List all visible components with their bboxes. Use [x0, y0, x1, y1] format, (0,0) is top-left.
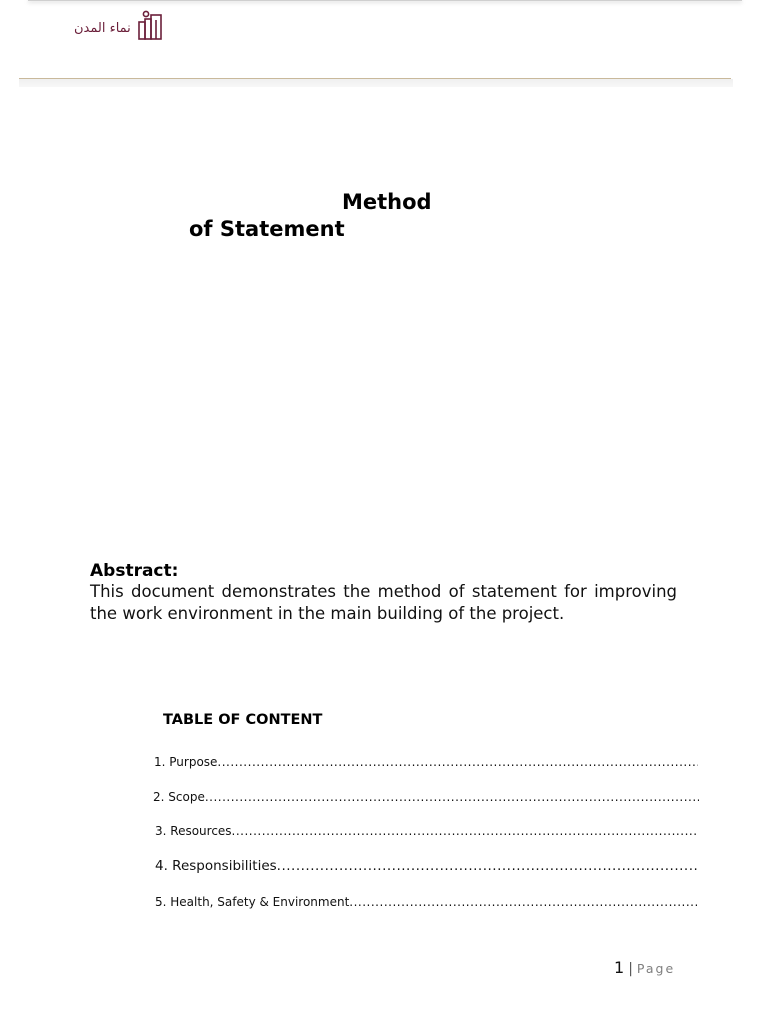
toc-leader-dots: [277, 858, 697, 874]
toc-item-label: 1. Purpose: [154, 755, 218, 769]
page-footer: [614, 958, 675, 977]
toc-item[interactable]: [153, 790, 699, 804]
toc-item-label: 3. Resources: [155, 824, 232, 838]
document-title-line2: of Statement: [189, 217, 345, 241]
logo-text: نماء المدن: [74, 20, 131, 36]
page-header: [0, 0, 768, 90]
company-logo: [74, 12, 165, 44]
page-number: 1: [614, 958, 625, 977]
toc-leader-dots: [205, 790, 699, 804]
toc-leader-dots: [349, 895, 697, 909]
buildings-logo-icon: [137, 10, 165, 46]
document-title-line1: Method: [342, 190, 432, 214]
toc-leader-dots: [232, 824, 697, 838]
page-word: Page: [636, 961, 676, 976]
toc-item[interactable]: [155, 824, 697, 838]
abstract-text: This document demonstrates the method of statement for improving the work environment in the main building of the project.: [90, 582, 677, 623]
toc-item-label: 4. Responsibilities: [155, 858, 277, 874]
toc-item[interactable]: [154, 755, 698, 769]
abstract-heading: Abstract:: [90, 561, 179, 581]
header-shadow: [19, 79, 733, 87]
toc-title: TABLE OF CONTENT: [163, 712, 323, 728]
toc-item-label: 5. Health, Safety & Environment: [155, 895, 350, 909]
page-separator: |: [628, 961, 633, 977]
toc-leader-dots: [217, 755, 698, 769]
toc-item-label: 2. Scope: [153, 790, 205, 804]
toc-item[interactable]: [155, 858, 697, 874]
toc-item[interactable]: [155, 895, 697, 909]
